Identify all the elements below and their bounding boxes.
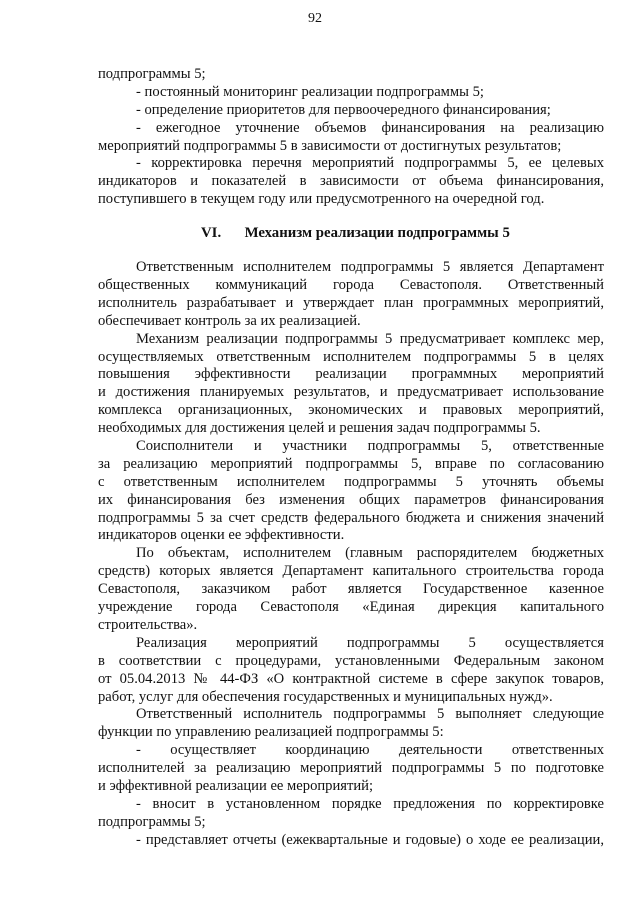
intro-block: [98, 66, 604, 209]
paragraph: [98, 259, 604, 331]
text-line: подпрограммы 5;: [98, 66, 206, 82]
text-line: индикаторов оценки ее эффективности.: [98, 527, 345, 544]
text-line: - вносит в установленном порядке предложения по корректировке: [136, 795, 604, 812]
text-line: в соответствии с процедурами, установленными Федеральным законом: [98, 652, 604, 669]
text-line: и эффективной реализации ее мероприятий;: [98, 777, 374, 794]
text-line: - представляет отчеты (ежеквартальные и годовые) о ходе ее реализации,: [136, 831, 604, 848]
list-item: - ежегодное уточнение объемов финансирования на реализацию: [136, 119, 604, 136]
text-line: Севастополя, заказчиком работ является Государственное казенное: [98, 581, 604, 598]
text-line: осуществляемых ответственным исполнителем подпрограммы 5 в целях: [98, 348, 604, 365]
paragraph: [98, 438, 604, 545]
text-line: необходимых для достижения целей и решения задач подпрограммы 5.: [98, 420, 541, 437]
text-line: мероприятий подпрограммы 5 в зависимости от достигнутых результатов;: [98, 137, 562, 154]
text-line: повышения эффективности реализации программных мероприятий: [98, 366, 604, 383]
text-line: - осуществляет координацию деятельности ответственных: [136, 742, 604, 759]
text-line: поступившего в текущем году или предусмотренного на очередной год.: [98, 191, 545, 208]
text-line: Ответственный исполнитель подпрограммы 5 выполняет следующие: [136, 706, 604, 723]
page-number: 92: [308, 11, 322, 26]
text-line: подпрограммы 5 за счет средств федерального бюджета и снижения значений: [98, 509, 604, 526]
text-line: исполнителей за реализацию мероприятий подпрограммы 5 по подготовке: [98, 760, 604, 777]
document-body: [98, 66, 604, 850]
text-line: комплекса организационных, экономических и правовых мероприятий,: [98, 402, 604, 419]
text-line: индикаторов и показателей в зависимости от объема финансирования,: [98, 173, 604, 190]
text-line: их финансирования без изменения общих параметров финансирования: [98, 491, 604, 508]
text-line: работ, услуг для обеспечения государственных и муниципальных нужд».: [98, 688, 553, 705]
text-line: строительства».: [98, 616, 198, 633]
section-heading: [98, 225, 604, 245]
list-item: - постоянный мониторинг реализации подпрограммы 5;: [136, 83, 484, 100]
text-line: Соисполнители и участники подпрограммы 5, ответственные: [136, 438, 604, 455]
text-line: от 05.04.2013 № 44-ФЗ «О контрактной системе в сфере закупок товаров,: [98, 670, 604, 687]
section-title: Механизм реализации подпрограммы 5: [244, 225, 510, 242]
text-line: средств) которых является Департамент капитального строительства города: [98, 563, 604, 580]
list-item: [98, 796, 604, 832]
text-line: и достижения планируемых результатов, и предусматривает использование: [98, 384, 604, 401]
text-line: с ответственным исполнителем подпрограммы 5 уточнять объемы: [98, 473, 604, 490]
list-item: [98, 742, 604, 796]
text-line: общественных коммуникаций города Севастополя. Ответственный: [98, 277, 604, 294]
text-line: Ответственным исполнителем подпрограммы 5 является Департамент: [136, 259, 604, 276]
section-number: VI.: [201, 225, 222, 242]
list-item: [98, 832, 604, 850]
list-item: - определение приоритетов для первоочередного финансирования;: [136, 101, 551, 118]
text-line: обеспечивает контроль за их реализацией.: [98, 312, 361, 329]
text-line: функции по управлению реализацией подпрограммы 5:: [98, 724, 444, 741]
text-line: Реализация мероприятий подпрограммы 5 осуществляется: [136, 634, 604, 651]
text-line: исполнитель разрабатывает и утверждает план программных мероприятий,: [98, 294, 604, 311]
text-line: Механизм реализации подпрограммы 5 предусматривает комплекс мер,: [136, 330, 604, 347]
paragraph: [98, 706, 604, 742]
paragraph: [98, 545, 604, 634]
text-line: подпрограммы 5;: [98, 813, 206, 830]
list-item: - корректировка перечня мероприятий подпрограммы 5, ее целевых: [136, 155, 604, 172]
paragraph: [98, 635, 604, 707]
text-line: учреждение города Севастополя «Единая дирекция капитального: [98, 599, 604, 616]
text-line: По объектам, исполнителем (главным распорядителем бюджетных: [136, 545, 604, 562]
text-line: за реализацию мероприятий подпрограммы 5, вправе по согласованию: [98, 455, 604, 472]
paragraph: [98, 331, 604, 438]
